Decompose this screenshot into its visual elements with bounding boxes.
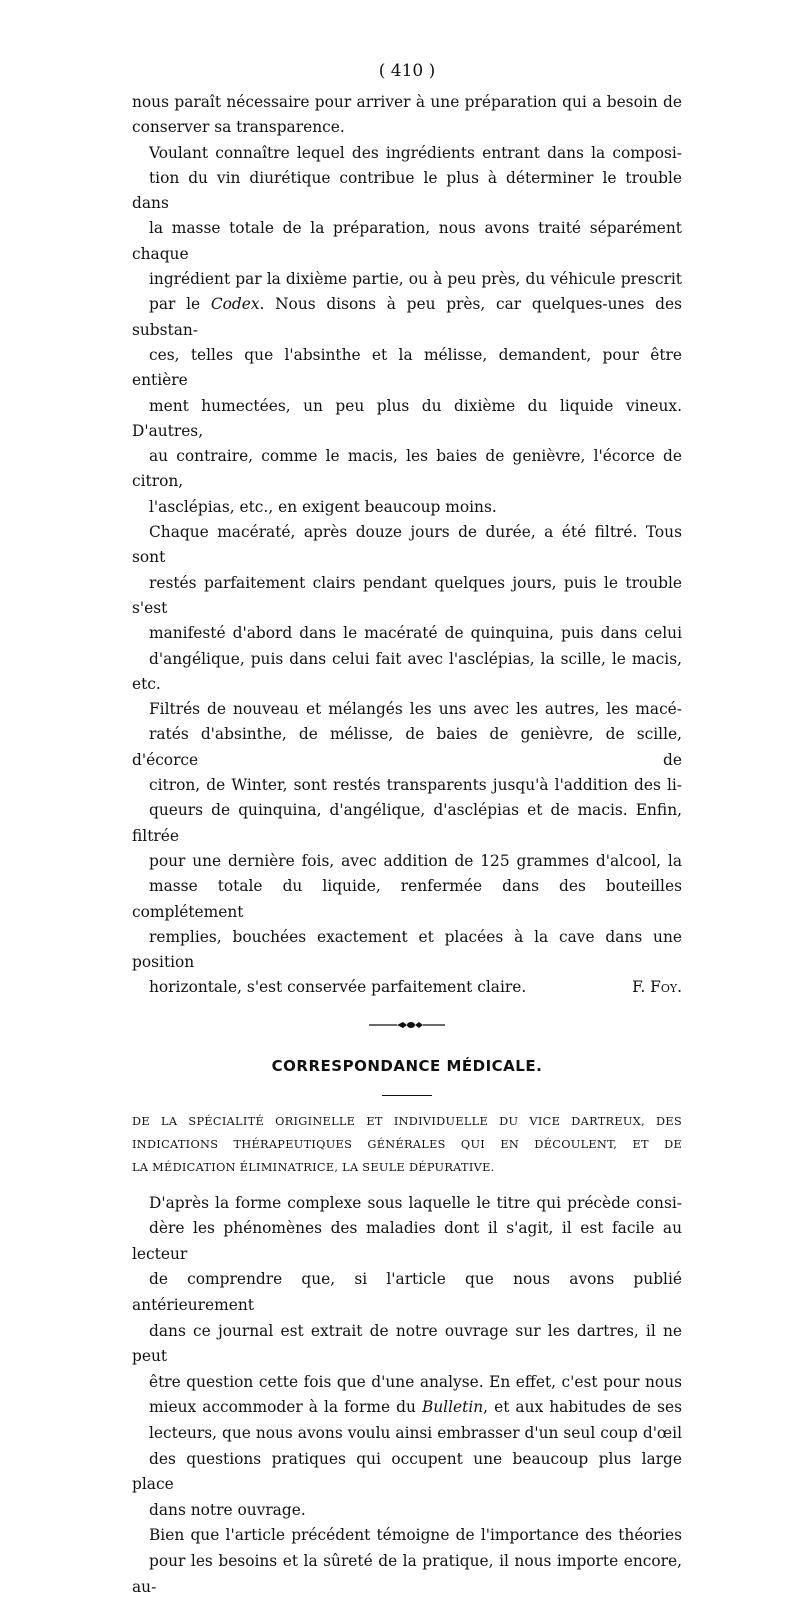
top-text	[132, 90, 682, 1001]
text-line: ces, telles que l'absinthe et la mélisse, demandent, pour être entière	[132, 345, 682, 390]
book-page	[132, 58, 682, 1600]
article-body	[132, 1191, 682, 1600]
text-line: pour les besoins et la sûreté de la pratique, il nous importe encore, au-	[132, 1552, 682, 1596]
ornament-icon	[367, 1018, 447, 1032]
text-line: dans notre ouvrage.	[149, 1500, 306, 1519]
text-line: manifesté d'abord dans le macératé de quinquina, puis dans celui	[149, 624, 682, 643]
text-line: horizontale, s'est conservée parfaitement claire.	[149, 978, 527, 997]
text-line: de comprendre que, si l'article que nous avons publié antérieurement	[132, 1270, 682, 1315]
article-heading	[132, 1110, 682, 1179]
italic-term: Bulletin	[421, 1398, 484, 1417]
section-title: CORRESPONDANCE MÉDICALE.	[271, 1056, 543, 1075]
text-line: au contraire, comme le macis, les baies de genièvre, l'écorce de citron,	[132, 447, 682, 491]
text-line-with-signature	[132, 975, 682, 1000]
text-line: conserver sa transparence.	[132, 118, 345, 137]
text-line: tion du vin diurétique contribue le plus à déterminer le trouble dans	[132, 168, 682, 213]
text-line: d'angélique, puis dans celui fait avec l'asclépias, la scille, le macis, etc.	[132, 649, 682, 693]
text-line: mieux accommoder à la forme du Bulletin, et aux habitudes de ses	[149, 1398, 682, 1417]
text-line: ment humectées, un peu plus du dixième du liquide vineux. D'autres,	[132, 396, 682, 440]
text-line: la masse totale de la préparation, nous avons traité séparément chaque	[132, 219, 682, 263]
text-line: dère les phénomènes des maladies dont il s'agit, il est facile au lecteur	[132, 1219, 682, 1263]
text-line: l'asclépias, etc., en exigent beaucoup moins.	[149, 497, 497, 516]
text-line: queurs de quinquina, d'angélique, d'asclépias et de macis. Enfin, filtrée	[132, 801, 682, 845]
page-number: ( 410 )	[378, 61, 436, 81]
text-line: Filtrés de nouveau et mélangés les uns avec les autres, les macé-	[149, 700, 682, 719]
text-line: ratés d'absinthe, de mélisse, de baies de genièvre, de scille, d'écorce de	[132, 725, 682, 769]
text-line: restés parfaitement clairs pendant quelques jours, puis le trouble s'est	[132, 573, 682, 617]
heading-line: DE LA SPÉCIALITÉ ORIGINELLE ET INDIVIDUELLE DU VICE DARTREUX, DES	[132, 1114, 682, 1128]
text-line: Voulant connaître lequel des ingrédients entrant dans la composi-	[149, 143, 682, 162]
paragraph-1	[132, 90, 682, 141]
heading-line: LA MÉDICATION ÉLIMINATRICE, LA SEULE DÉPURATIVE.	[132, 1160, 495, 1174]
text-line: pour une dernière fois, avec addition de 125 grammes d'alcool, la	[149, 851, 682, 870]
heading-line: INDICATIONS THÉRAPEUTIQUES GÉNÉRALES QUI EN DÉCOULENT, ET DE	[132, 1137, 682, 1151]
text-line: des questions pratiques qui occupent une beaucoup plus large place	[132, 1449, 682, 1494]
text-line: remplies, bouchées exactement et placées à la cave dans une position	[132, 927, 682, 972]
text-line: être question cette fois que d'une analyse. En effet, c'est pour nous	[149, 1372, 682, 1391]
text-line: masse totale du liquide, renfermée dans des bouteilles complétement	[132, 877, 682, 921]
ornament-divider	[132, 1015, 682, 1029]
paragraph-2	[132, 141, 682, 520]
title-rule	[382, 1095, 432, 1096]
text-line: ingrédient par la dixième partie, ou à peu près, du véhicule prescrit	[149, 270, 682, 289]
text-line: dans ce journal est extrait de notre ouvrage sur les dartres, il ne peut	[132, 1321, 682, 1366]
text-line: par le Codex. Nous disons à peu près, car quelques-unes des substan-	[132, 295, 682, 339]
paragraph-3	[132, 520, 682, 697]
text-line: lecteurs, que nous avons voulu ainsi embrasser d'un seul coup d'œil	[149, 1424, 682, 1443]
italic-term: Codex	[210, 295, 260, 314]
text-line: citron, de Winter, sont restés transparents jusqu'à l'addition des li-	[149, 776, 682, 795]
text-line: Bien que l'article précédent témoigne de l'importance des théories	[149, 1526, 682, 1545]
paragraph-5	[132, 1191, 682, 1524]
author-signature: F. Foy.	[632, 978, 682, 997]
text-line: Chaque macératé, après douze jours de durée, a été filtré. Tous sont	[132, 523, 682, 567]
paragraph-6	[132, 1523, 682, 1600]
paragraph-4	[132, 697, 682, 1001]
text-line: nous paraît nécessaire pour arriver à une préparation qui a besoin de	[132, 93, 682, 111]
text-line: D'après la forme complexe sous laquelle le titre qui précède consi-	[149, 1193, 682, 1212]
